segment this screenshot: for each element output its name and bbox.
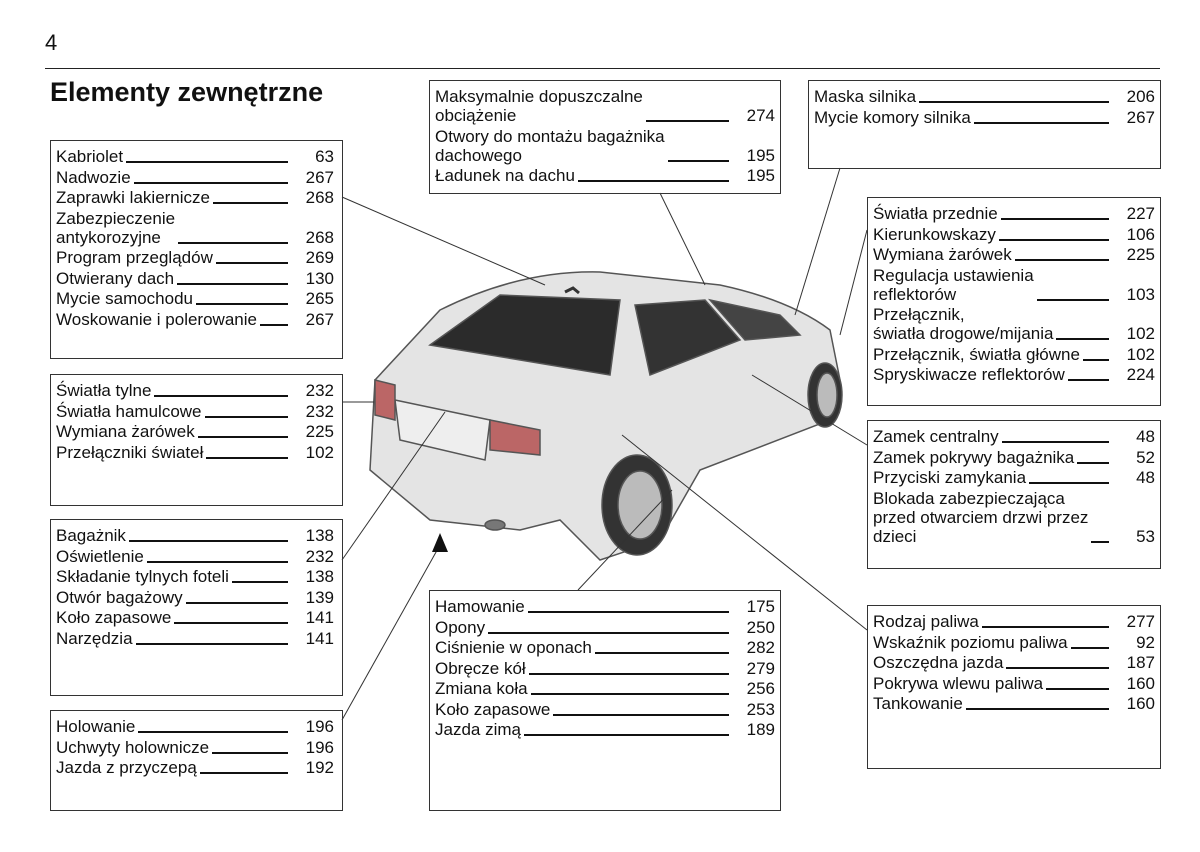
index-box-fuel bbox=[867, 605, 1161, 769]
index-box-roof bbox=[429, 80, 781, 194]
leader-line bbox=[196, 303, 288, 305]
leader-line bbox=[528, 611, 729, 613]
entry-page-number: 225 bbox=[1126, 245, 1155, 264]
leader-line bbox=[260, 324, 288, 326]
index-entry bbox=[56, 381, 334, 400]
index-entry bbox=[873, 448, 1155, 467]
entry-page-number: 138 bbox=[305, 567, 334, 586]
entry-label: Koło zapasowe bbox=[56, 608, 172, 627]
index-entry bbox=[56, 188, 334, 207]
entry-page-number: 267 bbox=[1126, 107, 1155, 127]
leader-line bbox=[212, 752, 288, 754]
entry-label: Kierunkowskazy bbox=[873, 224, 996, 244]
leader-line bbox=[531, 693, 729, 695]
leader-line bbox=[200, 772, 288, 774]
entry-label: Światła przednie bbox=[873, 204, 998, 223]
index-entry bbox=[814, 87, 1155, 106]
entry-label: Otwór bagażowy bbox=[56, 587, 183, 607]
entry-page-number: 139 bbox=[305, 587, 334, 607]
leader-line bbox=[216, 262, 288, 264]
leader-line bbox=[174, 622, 288, 624]
entry-label: Kabriolet bbox=[56, 147, 124, 166]
entry-label: Przełącznik, światła drogowe/mijania bbox=[873, 305, 1054, 343]
index-entry bbox=[56, 717, 334, 736]
entry-label: Wskaźnik poziomu paliwa bbox=[873, 632, 1068, 652]
entry-label: Zamek pokrywy bagażnika bbox=[873, 447, 1075, 467]
entry-page-number: 141 bbox=[305, 628, 334, 648]
index-entry bbox=[56, 168, 334, 187]
index-entry bbox=[56, 209, 334, 247]
entry-label: Oświetlenie bbox=[56, 546, 144, 566]
entry-label: Opony bbox=[435, 617, 486, 637]
leader-line bbox=[1046, 688, 1109, 690]
entry-page-number: 138 bbox=[305, 526, 334, 545]
entry-page-number: 48 bbox=[1136, 468, 1155, 487]
entry-page-number: 103 bbox=[1126, 284, 1155, 304]
entry-label: Zamek centralny bbox=[873, 427, 999, 446]
leader-line bbox=[1056, 338, 1109, 340]
leader-line bbox=[982, 626, 1109, 628]
index-entry bbox=[56, 310, 334, 329]
index-entry bbox=[873, 612, 1155, 631]
index-entry bbox=[873, 365, 1155, 384]
index-entry bbox=[56, 526, 334, 545]
index-entry bbox=[435, 700, 775, 719]
entry-page-number: 225 bbox=[305, 422, 334, 441]
leader-line bbox=[177, 283, 288, 285]
entry-page-number: 232 bbox=[305, 546, 334, 566]
entry-label: Światła hamulcowe bbox=[56, 401, 202, 421]
entry-page-number: 175 bbox=[746, 597, 775, 616]
leader-line bbox=[1083, 359, 1109, 361]
index-entry bbox=[56, 248, 334, 267]
leader-line bbox=[1077, 462, 1109, 464]
entry-page-number: 268 bbox=[305, 188, 334, 207]
index-box-trunk bbox=[50, 519, 343, 696]
leader-line bbox=[138, 731, 288, 733]
entry-page-number: 232 bbox=[305, 381, 334, 400]
entry-label: Holowanie bbox=[56, 717, 136, 736]
leader-line bbox=[206, 457, 288, 459]
entry-page-number: 279 bbox=[746, 658, 775, 678]
leader-line bbox=[198, 436, 288, 438]
index-entry bbox=[435, 720, 775, 739]
index-entry bbox=[56, 738, 334, 757]
entry-label: Przełączniki świateł bbox=[56, 442, 204, 462]
index-entry bbox=[873, 427, 1155, 446]
leader-line bbox=[974, 122, 1109, 124]
index-entry bbox=[814, 108, 1155, 127]
entry-label: Światła tylne bbox=[56, 381, 152, 400]
entry-label: Bagażnik bbox=[56, 526, 126, 545]
entry-page-number: 232 bbox=[305, 401, 334, 421]
entry-label: Ładunek na dachu bbox=[435, 166, 575, 185]
index-entry bbox=[873, 225, 1155, 244]
index-entry bbox=[435, 597, 775, 616]
entry-page-number: 63 bbox=[315, 147, 334, 166]
leader-line bbox=[232, 581, 288, 583]
entry-label: Otwory do montażu bagażnika dachowego bbox=[435, 126, 665, 165]
index-entry bbox=[56, 422, 334, 441]
entry-label: Składanie tylnych foteli bbox=[56, 567, 229, 586]
entry-page-number: 253 bbox=[746, 699, 775, 719]
index-entry bbox=[873, 245, 1155, 264]
entry-page-number: 224 bbox=[1126, 365, 1155, 384]
index-entry bbox=[435, 638, 775, 657]
leader-line bbox=[1037, 299, 1109, 301]
index-entry bbox=[435, 87, 775, 125]
entry-label: Maska silnika bbox=[814, 87, 917, 106]
entry-page-number: 106 bbox=[1126, 224, 1155, 244]
entry-label: Narzędzia bbox=[56, 628, 133, 648]
leader-line bbox=[966, 708, 1109, 710]
entry-label: Ciśnienie w oponach bbox=[435, 638, 592, 657]
entry-page-number: 195 bbox=[746, 166, 775, 185]
leader-line bbox=[999, 239, 1109, 241]
entry-label: Program przeglądów bbox=[56, 248, 213, 267]
entry-page-number: 269 bbox=[305, 248, 334, 267]
index-entry bbox=[56, 629, 334, 648]
index-entry bbox=[873, 694, 1155, 713]
index-entry bbox=[873, 204, 1155, 223]
index-entry bbox=[56, 402, 334, 421]
entry-label: Regulacja ustawienia reflektorów bbox=[873, 265, 1034, 304]
leader-line bbox=[136, 643, 288, 645]
entry-page-number: 195 bbox=[746, 145, 775, 165]
index-entry bbox=[56, 608, 334, 627]
index-box-rear-lights bbox=[50, 374, 343, 506]
leader-line bbox=[668, 160, 729, 162]
leader-line bbox=[178, 242, 288, 244]
index-entry bbox=[56, 547, 334, 566]
index-box-hood bbox=[808, 80, 1161, 169]
index-entry bbox=[435, 127, 775, 165]
index-entry bbox=[56, 269, 334, 288]
leader-line bbox=[205, 416, 288, 418]
entry-label: Pokrywa wlewu paliwa bbox=[873, 673, 1044, 693]
entry-page-number: 196 bbox=[305, 717, 334, 736]
entry-page-number: 141 bbox=[305, 608, 334, 627]
index-entry bbox=[873, 266, 1155, 304]
entry-page-number: 160 bbox=[1126, 673, 1155, 693]
entry-page-number: 267 bbox=[305, 167, 334, 187]
entry-page-number: 130 bbox=[305, 268, 334, 288]
entry-label: Przełącznik, światła główne bbox=[873, 344, 1080, 364]
index-entry bbox=[873, 653, 1155, 672]
leader-line bbox=[1029, 482, 1109, 484]
car-body bbox=[370, 272, 842, 560]
entry-page-number: 92 bbox=[1136, 632, 1155, 652]
entry-label: Hamowanie bbox=[435, 597, 525, 616]
index-entry bbox=[56, 147, 334, 166]
index-entry bbox=[873, 674, 1155, 693]
page-number: 4 bbox=[45, 30, 58, 55]
entry-page-number: 48 bbox=[1136, 427, 1155, 446]
entry-page-number: 196 bbox=[305, 737, 334, 757]
entry-label: Spryskiwacze reflektorów bbox=[873, 365, 1065, 384]
entry-label: Nadwozie bbox=[56, 167, 131, 187]
entry-label: Mycie samochodu bbox=[56, 289, 194, 308]
entry-page-number: 160 bbox=[1126, 694, 1155, 713]
entry-page-number: 227 bbox=[1126, 204, 1155, 223]
entry-label: Wymiana żarówek bbox=[873, 245, 1012, 264]
entry-label: Mycie komory silnika bbox=[814, 107, 971, 127]
index-box-locks bbox=[867, 420, 1161, 569]
entry-page-number: 102 bbox=[305, 442, 334, 462]
entry-label: Przyciski zamykania bbox=[873, 468, 1027, 487]
leader-line bbox=[134, 182, 288, 184]
leader-line bbox=[1006, 667, 1109, 669]
entry-page-number: 265 bbox=[305, 289, 334, 308]
entry-page-number: 189 bbox=[746, 720, 775, 739]
index-box-front-lights bbox=[867, 197, 1161, 406]
entry-label: Jazda z przyczepą bbox=[56, 758, 197, 777]
entry-label: Rodzaj paliwa bbox=[873, 612, 979, 631]
leader-line bbox=[126, 161, 288, 163]
entry-page-number: 274 bbox=[746, 106, 775, 125]
leader-line bbox=[529, 673, 729, 675]
entry-page-number: 192 bbox=[305, 758, 334, 777]
index-entry bbox=[435, 166, 775, 185]
leader-line bbox=[213, 202, 288, 204]
entry-page-number: 250 bbox=[746, 617, 775, 637]
leader-line bbox=[595, 652, 729, 654]
entry-label: Koło zapasowe bbox=[435, 699, 551, 719]
leader-line bbox=[147, 561, 288, 563]
entry-label: Maksymalnie dopuszczalne obciążenie bbox=[435, 87, 643, 125]
index-entry bbox=[56, 758, 334, 777]
entry-page-number: 53 bbox=[1136, 526, 1155, 546]
leader-line bbox=[488, 632, 729, 634]
index-entry bbox=[873, 633, 1155, 652]
leader-line bbox=[186, 602, 288, 604]
entry-label: Tankowanie bbox=[873, 694, 963, 713]
entry-label: Zmiana koła bbox=[435, 679, 528, 698]
index-entry bbox=[56, 289, 334, 308]
leader-line bbox=[129, 540, 288, 542]
leader-line bbox=[1068, 379, 1109, 381]
entry-label: Uchwyty holownicze bbox=[56, 737, 210, 757]
entry-page-number: 187 bbox=[1126, 653, 1155, 672]
index-entry bbox=[873, 305, 1155, 343]
entry-page-number: 102 bbox=[1126, 344, 1155, 364]
entry-label: Wymiana żarówek bbox=[56, 422, 195, 441]
index-entry bbox=[873, 468, 1155, 487]
leader-line bbox=[553, 714, 729, 716]
entry-label: Blokada zabezpieczająca przed otwarciem drzwi przez dzieci bbox=[873, 488, 1089, 546]
entry-label: Zaprawki lakiernicze bbox=[56, 188, 210, 207]
leader-line bbox=[578, 180, 729, 182]
entry-page-number: 256 bbox=[746, 679, 775, 698]
index-entry bbox=[873, 345, 1155, 364]
index-entry bbox=[56, 588, 334, 607]
entry-page-number: 267 bbox=[305, 309, 334, 329]
page-title: Elementy zewnętrzne bbox=[50, 77, 324, 107]
entry-page-number: 282 bbox=[746, 638, 775, 657]
entry-page-number: 268 bbox=[305, 227, 334, 247]
leader-line bbox=[1002, 441, 1109, 443]
leader-line bbox=[154, 395, 288, 397]
entry-page-number: 277 bbox=[1126, 612, 1155, 631]
entry-page-number: 102 bbox=[1126, 324, 1155, 343]
entry-page-number: 52 bbox=[1136, 447, 1155, 467]
entry-page-number: 206 bbox=[1126, 87, 1155, 106]
entry-label: Oszczędna jazda bbox=[873, 653, 1004, 672]
leader-line bbox=[524, 734, 729, 736]
index-box-towing bbox=[50, 710, 343, 811]
index-entry bbox=[56, 567, 334, 586]
index-entry bbox=[435, 618, 775, 637]
entry-label: Woskowanie i polerowanie bbox=[56, 309, 257, 329]
leader-line bbox=[1001, 218, 1109, 220]
index-entry bbox=[435, 679, 775, 698]
entry-label: Obręcze kół bbox=[435, 658, 526, 678]
leader-line bbox=[1015, 259, 1109, 261]
index-box-wheels bbox=[429, 590, 781, 811]
index-entry bbox=[873, 489, 1155, 546]
arrow-icon bbox=[432, 533, 448, 552]
entry-label: Zabezpieczenie antykorozyjne bbox=[56, 208, 176, 247]
index-entry bbox=[435, 659, 775, 678]
leader-line bbox=[1091, 541, 1109, 543]
entry-label: Jazda zimą bbox=[435, 720, 521, 739]
leader-line bbox=[919, 101, 1109, 103]
leader-line bbox=[1071, 647, 1109, 649]
leader-line bbox=[646, 120, 729, 122]
index-entry bbox=[56, 443, 334, 462]
index-box-body bbox=[50, 140, 343, 359]
entry-label: Otwierany dach bbox=[56, 268, 175, 288]
